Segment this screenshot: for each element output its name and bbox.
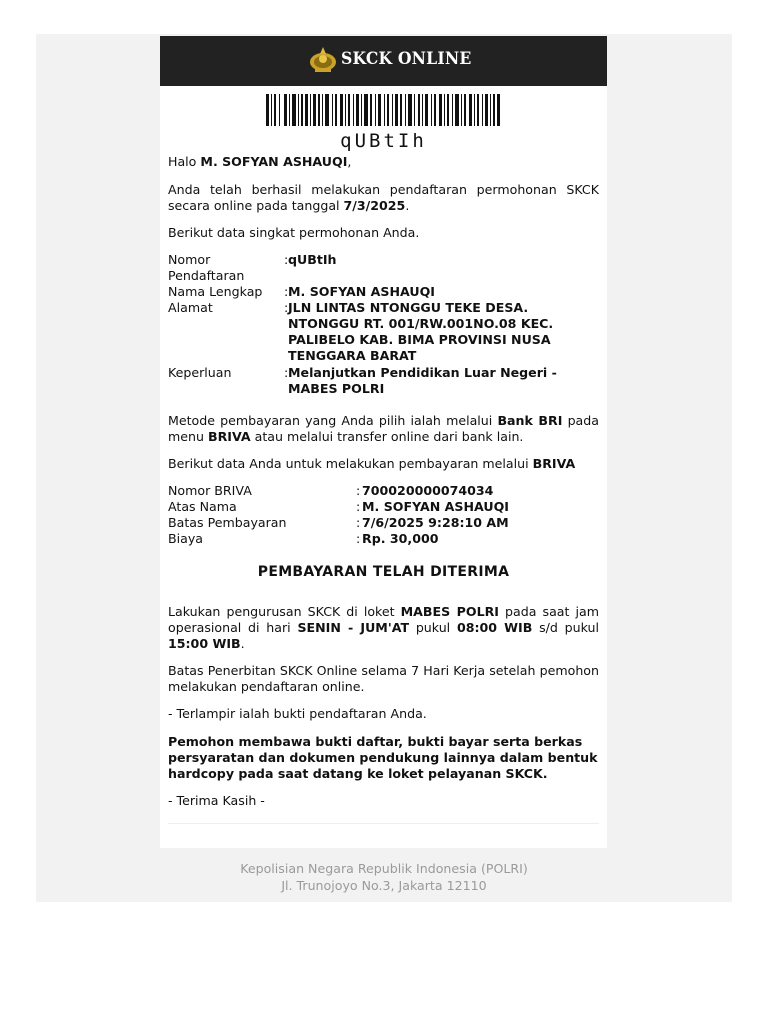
reg-value: qUBtIh [288,252,337,267]
attachment-note: - Terlampir ialah bukti pendaftaran Anda. [168,706,427,721]
divider [168,823,599,824]
intro-text: Anda telah berhasil melakukan pendaftaran permohonan SKCK secara online pada tanggal 7/3/2025. [168,182,599,213]
brand-title: SKCK ONLINE [341,49,472,69]
payment-intro: Berikut data Anda untuk melakukan pembayaran melalui BRIVA [168,456,576,471]
reg-value: M. SOFYAN ASHAUQI [288,284,435,299]
reg-label: Nomor Pendaftaran [168,252,245,283]
reg-label: Alamat [168,300,213,315]
footer [36,860,732,894]
footer-address: Jl. Trunojoyo No.3, Jakarta 12110 [281,878,487,893]
pay-value: Rp. 30,000 [362,531,439,546]
payment-status: PEMBAYARAN TELAH DITERIMA [257,564,510,580]
recipient-name: M. SOFYAN ASHAUQI [200,154,348,169]
reg-value: JLN LINTAS NTONGGU TEKE DESA. NTONGGU RT. 001/RW.001NO.08 KEC. PALIBELO KAB. BIMA PROVINSI NUSA TENGGARA BARAT [288,300,554,363]
reg-value: Melanjutkan Pendidikan Luar Negeri - MABES POLRI [288,365,557,396]
email-card: SKCK ONLINE qUBtIh Halo M. SOFYAN ASHAUQI, Anda telah berhasil melakukan pendaftaran permohonan SKCK secara online pada tanggal 7/3/2025. Berikut data singkat permohonan Anda. Nomor Pendaftaran : qUBtIh Nama Lengkap : M. SOFYAN ASHAUQI Alamat : JLN LINTAS NTONGGU TEKE DESA. NTONGGU RT. 001/RW.001NO.08 KEC. PALIBELO KAB. BIMA PROVINSI NUSA TENGGARA BARAT Keperluan : Melanjutkan Pendidikan Luar Negeri - MABES POLRI Metode pembayaran yang Anda pilih ialah melalui Bank BRI pada menu BRIVA atau melalui transfer online dari bank lain. Berikut data Anda untuk melakukan pembayaran melalui BRIVA Nomor BRIVA : 700020000074034 Atas Nama : M. SOFYAN ASHAUQI Batas Pembayaran : 7/6/2025 9:28:10 AM Biaya : Rp. 30,000 Lakukan pengurusan SKCK di loket MABES POLRI pada saat jam operasional di hari SENIN - JUM'AT pukul 08:00 WIB s/d pukul 15:00 WIB. Batas Penerbitan SKCK Online selama 7 Hari Kerja setelah pemohon melakukan pendaftaran online. - Terlampir ialah bukti pendaftaran Anda. Pemohon membawa bukti daftar, bukti bayar serta berkas persyaratan dan dokumen pendukung lainnya dalam bentuk hardcopy pada saat datang ke loket pelayanan SKCK. - Terima Kasih - PEMBAYARAN TELAH DITERIMA [160,36,607,848]
pay-value: 7/6/2025 9:28:10 AM [362,515,509,530]
instructions-text: Lakukan pengurusan SKCK di loket MABES POLRI pada saat jam operasional di hari SENIN - JUM'AT pukul 08:00 WIB s/d pukul 15:00 WIB. [168,604,600,651]
reg-label: Keperluan [168,365,232,380]
pay-value: 700020000074034 [362,483,494,498]
polri-emblem-icon [308,45,338,75]
barcode-image [264,94,504,130]
payment-method-text: Metode pembayaran yang Anda pilih ialah melalui Bank BRI pada menu BRIVA atau melalui transfer online dari bank lain. [168,413,599,444]
pay-value: M. SOFYAN ASHAUQI [362,499,509,514]
registration-date: 7/3/2025 [343,198,406,213]
pay-label: Batas Pembayaran [168,515,287,530]
header-bar [160,36,607,86]
bring-note: Pemohon membawa bukti daftar, bukti bayar serta berkas persyaratan dan dokumen pendukung lainnya dalam bentuk hardcopy pada saat datang ke loket pelayanan SKCK. [168,734,598,781]
pay-label: Nomor BRIVA [168,483,252,498]
pay-label: Biaya [168,531,204,546]
barcode-code: qUBtIh [340,130,427,152]
pay-label: Atas Nama [168,499,237,514]
greeting: Halo M. SOFYAN ASHAUQI, [168,154,352,169]
summary-intro: Berikut data singkat permohonan Anda. [168,225,420,240]
deadline-text: Batas Penerbitan SKCK Online selama 7 Hari Kerja setelah pemohon melakukan pendaftaran online. [168,663,599,694]
closing-text: - Terima Kasih - [168,793,265,808]
reg-label: Nama Lengkap [168,284,263,299]
footer-org: Kepolisian Negara Republik Indonesia (POLRI) [240,861,528,876]
